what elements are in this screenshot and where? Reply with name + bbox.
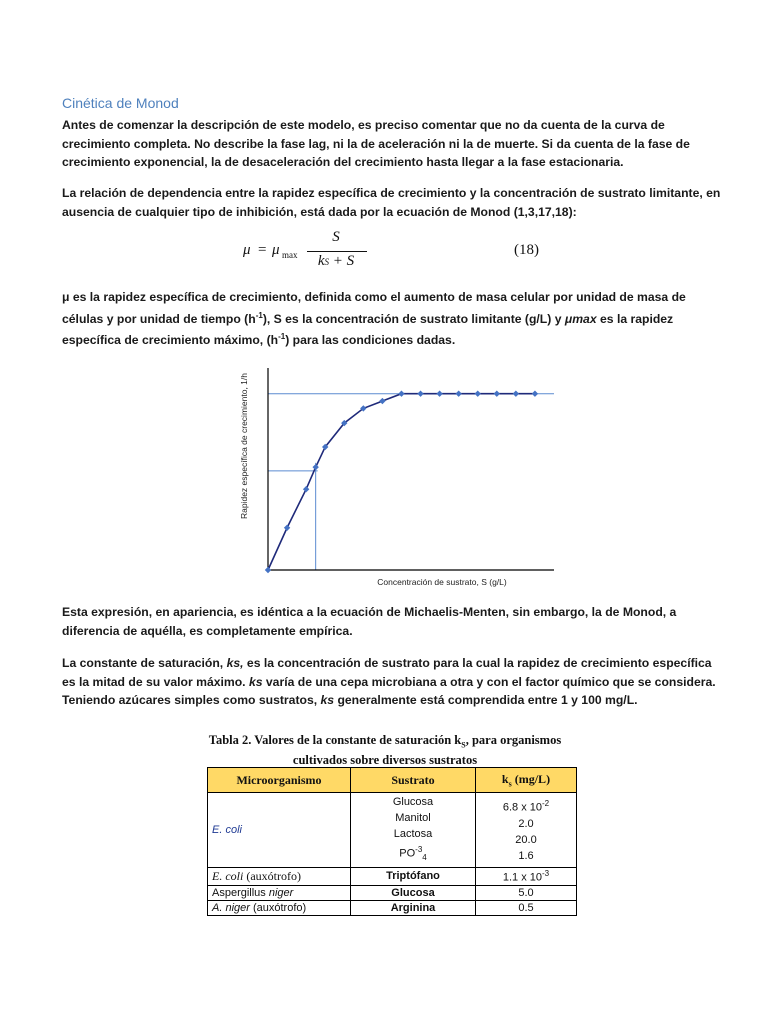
row2-v-base: 1.1 x 10 xyxy=(502,871,542,884)
cell-ecoli-substrates xyxy=(351,793,476,868)
chart-axes xyxy=(268,368,554,570)
cell-arginina-value: 0.5 xyxy=(476,900,577,915)
series-line xyxy=(268,394,535,570)
chart-x-axis-label: Concentración de sustrato, S (g/L) xyxy=(377,577,507,587)
chart-guides xyxy=(268,394,554,570)
chart-y-axis-label: Rapidez específica de crecimiento, 1/h xyxy=(239,373,249,519)
data-point xyxy=(417,391,423,397)
data-point xyxy=(455,391,461,397)
cell-arginina: Arginina xyxy=(351,900,476,915)
po-sup: -3 xyxy=(415,845,423,854)
paragraph-intro: Antes de comenzar la descripción de este modelo, es preciso comentar que no da cuenta de la curva de crecimiento completa. No describe la fase lag, ni la de aceleración ni la de muerte. Si da cuenta de la fase de crecimiento exponencial, la de desaceleración del crecimiento hasta llegar a la fase estacionaria. xyxy=(62,118,690,169)
p5-text-b: es la concentración de sustrato para la cual la rapidez de crecimiento específica es la mitad de su valor máximo. xyxy=(62,656,712,689)
paragraph-monod-relation: La relación de dependencia entre la rapidez específica de crecimiento y la concentración de sustrato limitante, en ausencia de cualquier tipo de inhibición, está dada por la ecuación de Monod (1,3,17,18): xyxy=(62,186,721,219)
substrate-glucosa: Glucosa xyxy=(392,796,434,808)
cell-triptofano: Triptófano xyxy=(351,867,476,885)
data-point xyxy=(303,486,309,492)
header-ks-k: k xyxy=(501,771,509,786)
p5-ks-1: ks, xyxy=(226,656,244,670)
cell-triptofano-value xyxy=(476,867,577,885)
equation-mu-max: μ xyxy=(272,242,280,258)
data-point xyxy=(312,464,318,470)
row3-org-a: Aspergillus xyxy=(212,886,269,899)
data-point xyxy=(284,525,290,531)
cell-aniger-auxotrofo xyxy=(208,900,351,915)
equation-equals: = xyxy=(258,242,267,258)
cell-ecoli-values xyxy=(476,793,577,868)
p3-text-c: es la rapidez específica de crecimiento máximo, (h xyxy=(62,311,674,348)
table-row xyxy=(208,885,577,900)
monod-growth-chart xyxy=(232,362,562,594)
monod-equation xyxy=(240,229,540,275)
header-substrate: Sustrato xyxy=(351,768,476,793)
substrate-manitol: Manitol xyxy=(395,812,431,824)
data-point xyxy=(265,567,271,573)
p5-text-a: La constante de saturación, xyxy=(62,656,227,670)
header-ks-unit: (mg/L) xyxy=(511,771,551,786)
paragraph-definitions xyxy=(62,288,722,350)
row3-org-italic: niger xyxy=(268,886,294,899)
row2-org-italic: E. coli xyxy=(212,868,244,883)
section-heading: Cinética de Monod xyxy=(62,95,179,111)
table-row xyxy=(208,867,577,885)
table-row xyxy=(208,900,577,915)
p5-text-d: generalmente está comprendida entre 1 y 100 mg/L. xyxy=(334,693,638,707)
table-row xyxy=(208,793,577,868)
saturation-constants-table xyxy=(207,767,577,916)
paragraph-saturation xyxy=(62,654,722,710)
header-microorganism: Microorganismo xyxy=(208,768,351,793)
data-point xyxy=(436,391,442,397)
value-manitol: 2.0 xyxy=(518,817,534,830)
cell-glucosa: Glucosa xyxy=(351,885,476,900)
data-point xyxy=(532,391,538,397)
po-sub: 4 xyxy=(422,852,427,862)
p3-text-d: ) para las condiciones dadas. xyxy=(285,333,456,348)
cell-ecoli-auxotrofo xyxy=(208,867,351,885)
cell-ecoli: E. coli xyxy=(208,793,351,868)
p3-text-b: ), S es la concentración de sustrato limitante (g/L) y xyxy=(262,311,565,326)
substrate-lactosa: Lactosa xyxy=(393,828,433,840)
v1-base: 6.8 x 10 xyxy=(502,801,542,814)
value-po4: 1.6 xyxy=(518,849,534,862)
table-header-row xyxy=(208,768,577,793)
substrate-po4 xyxy=(355,842,471,866)
data-point xyxy=(379,398,385,404)
header-ks-sub: s xyxy=(508,779,512,789)
p5-ks-3: ks xyxy=(320,693,335,707)
equation-number: (18) xyxy=(514,242,539,258)
caption-sub: S xyxy=(461,740,466,750)
cell-glucosa-value: 5.0 xyxy=(476,885,577,900)
header-ks xyxy=(476,768,577,793)
data-point xyxy=(513,391,519,397)
row2-org-rest: (auxótrofo) xyxy=(243,868,301,883)
den-rest: + S xyxy=(329,253,355,269)
p3-sup-1: -1 xyxy=(255,310,263,320)
p3-sup-2: -1 xyxy=(278,332,286,342)
data-point xyxy=(475,391,481,397)
row2-v-exp: -3 xyxy=(542,869,550,879)
caption-text-1: Tabla 2. Valores de la constante de saturación k xyxy=(208,733,462,747)
p3-mumax: μmax xyxy=(564,311,597,326)
equation-denominator xyxy=(304,253,368,270)
value-glucosa xyxy=(480,796,572,816)
table-caption xyxy=(180,733,590,768)
caption-line-2: cultivados sobre diversos sustratos xyxy=(292,752,478,767)
equation-mu: μ xyxy=(243,242,251,258)
equation-numerator: S xyxy=(332,229,340,245)
equation-max-subscript: max xyxy=(282,250,298,260)
p5-text-c: varía de una cepa microbiana a otra y con el factor químico que se considera. Teniendo azúcares simples como sustratos, xyxy=(62,674,716,707)
data-point xyxy=(398,391,404,397)
value-lactosa: 20.0 xyxy=(515,833,537,846)
row4-org-italic: A. niger xyxy=(212,901,250,914)
caption-text-1-end: , para organismos xyxy=(465,733,562,747)
data-point xyxy=(494,391,500,397)
chart-series xyxy=(265,391,538,574)
v1-exp: -2 xyxy=(542,799,550,809)
fraction-bar xyxy=(307,251,367,252)
den-k-subscript: S xyxy=(324,257,330,267)
den-k: k xyxy=(317,253,325,269)
paragraph-michaelis: Esta expresión, en apariencia, es idéntica a la ecuación de Michaelis-Menten, sin embargo, la de Monod, a diferencia de aquélla, es completamente empírica. xyxy=(62,605,677,638)
cell-aspergillus xyxy=(208,885,351,900)
po-text: PO xyxy=(399,847,416,860)
caption-line-1 xyxy=(180,733,590,753)
p5-ks-2: ks xyxy=(248,674,263,689)
row4-org-rest: (auxótrofo) xyxy=(249,901,307,914)
p3-text-a: μ es la rapidez específica de crecimiento, definida como el aumento de masa celular por unidad de masa de células y por unidad de tiempo (h xyxy=(62,290,686,326)
